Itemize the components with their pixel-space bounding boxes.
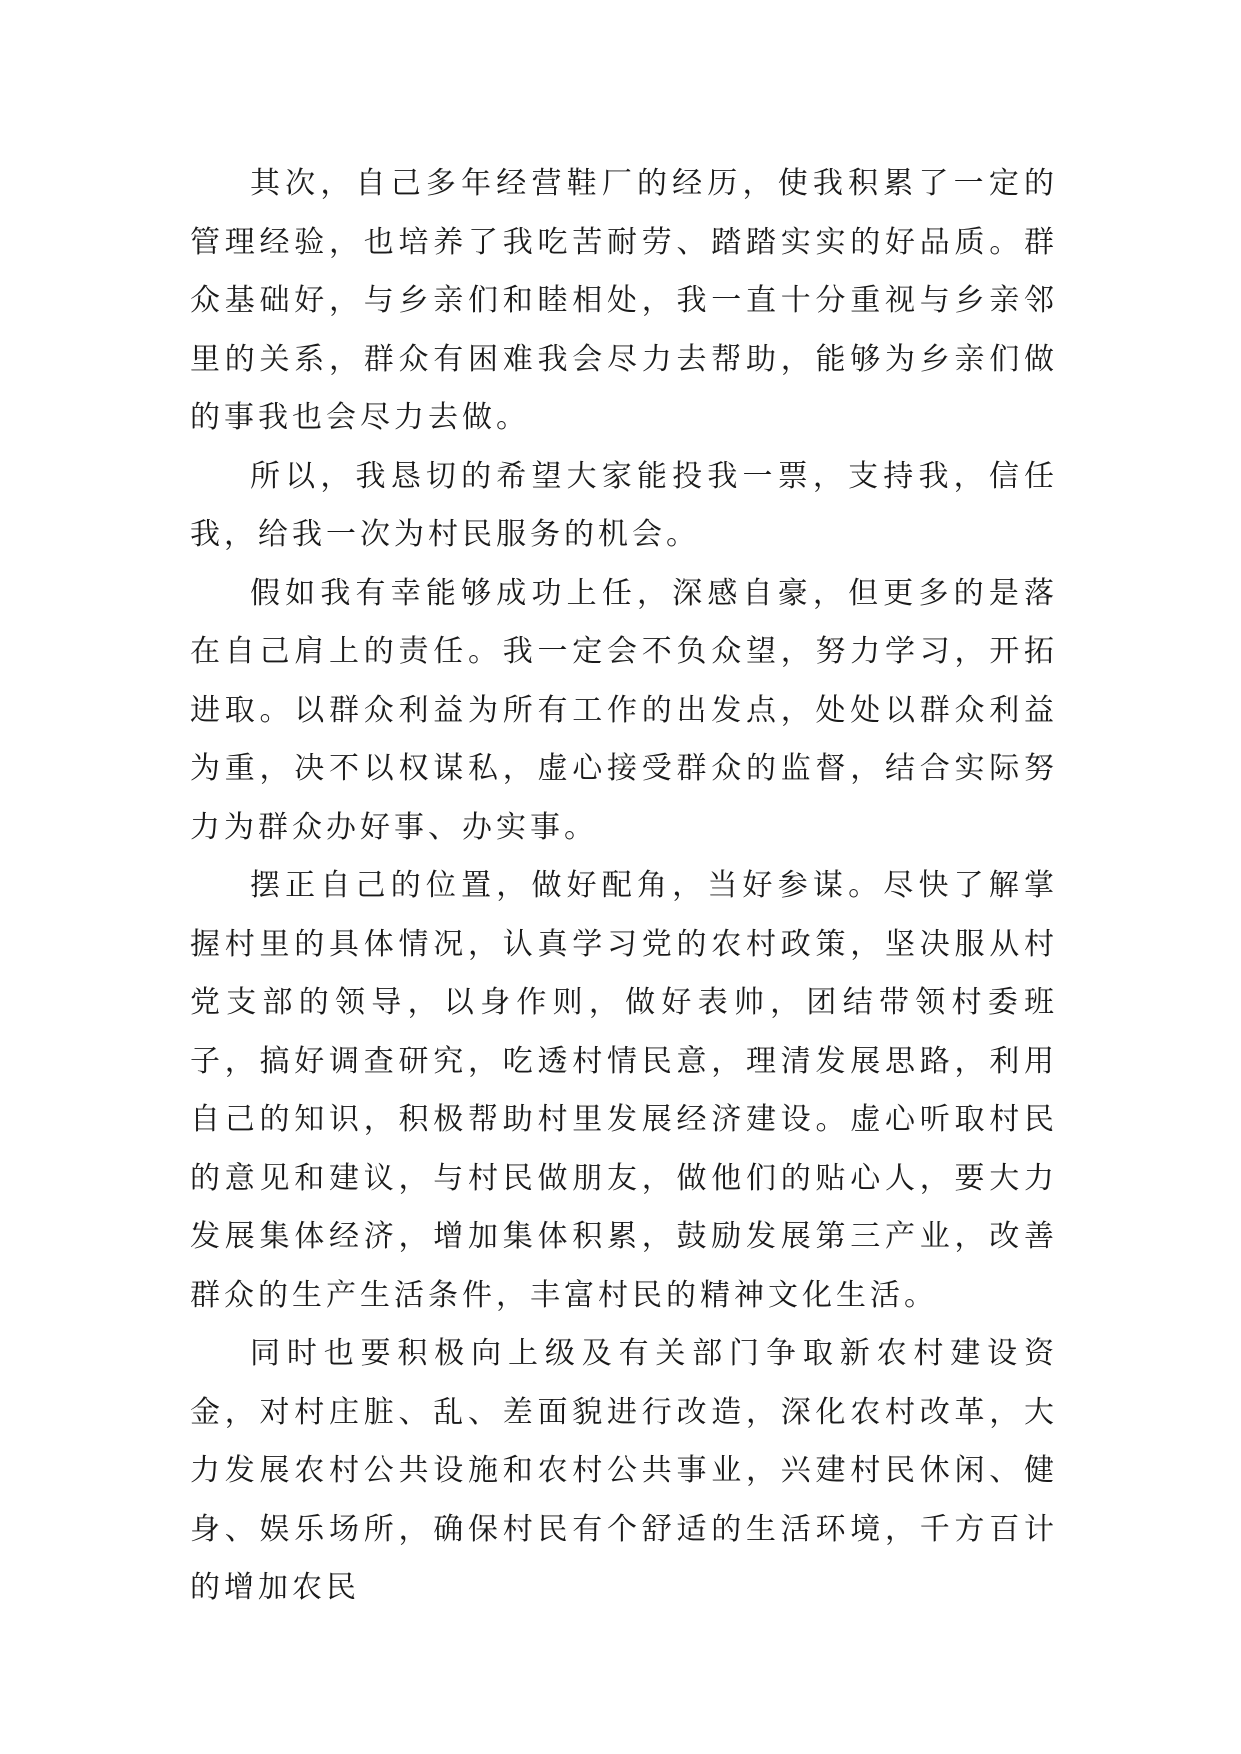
document-body <box>190 155 1058 1618</box>
paragraph-3: 假如我有幸能够成功上任，深感自豪，但更多的是落在自己肩上的责任。我一定会不负众望，努力学习，开拓进取。以群众利益为所有工作的出发点，处处以群众利益为重，决不以权谋私，虚心接受群众的监督，结合实际努力为群众办好事、办实事。 <box>190 575 1058 845</box>
paragraph-4: 摆正自己的位置，做好配角，当好参谋。尽快了解掌握村里的具体情况，认真学习党的农村政策，坚决服从村党支部的领导，以身作则，做好表帅，团结带领村委班子，搞好调查研究，吃透村情民意，理清发展思路，利用自己的知识，积极帮助村里发展经济建设。虚心听取村民的意见和建议，与村民做朋友，做他们的贴心人，要大力发展集体经济，增加集体积累，鼓励发展第三产业，改善群众的生产生活条件，丰富村民的精神文化生活。 <box>190 868 1058 1313</box>
paragraph-5: 同时也要积极向上级及有关部门争取新农村建设资金，对村庄脏、乱、差面貌进行改造，深化农村改革，大力发展农村公共设施和农村公共事业，兴建村民休闲、健身、娱乐场所，确保村民有个舒适的生活环境，千方百计的增加农民 <box>190 1336 1058 1605</box>
paragraph-2: 所以，我恳切的希望大家能投我一票，支持我，信任我，给我一次为村民服务的机会。 <box>190 458 1058 552</box>
paragraph-1: 其次，自己多年经营鞋厂的经历，使我积累了一定的管理经验，也培养了我吃苦耐劳、踏踏实实的好品质。群众基础好，与乡亲们和睦相处，我一直十分重视与乡亲邻里的关系，群众有困难我会尽力去帮助，能够为乡亲们做的事我也会尽力去做。 <box>190 166 1058 435</box>
